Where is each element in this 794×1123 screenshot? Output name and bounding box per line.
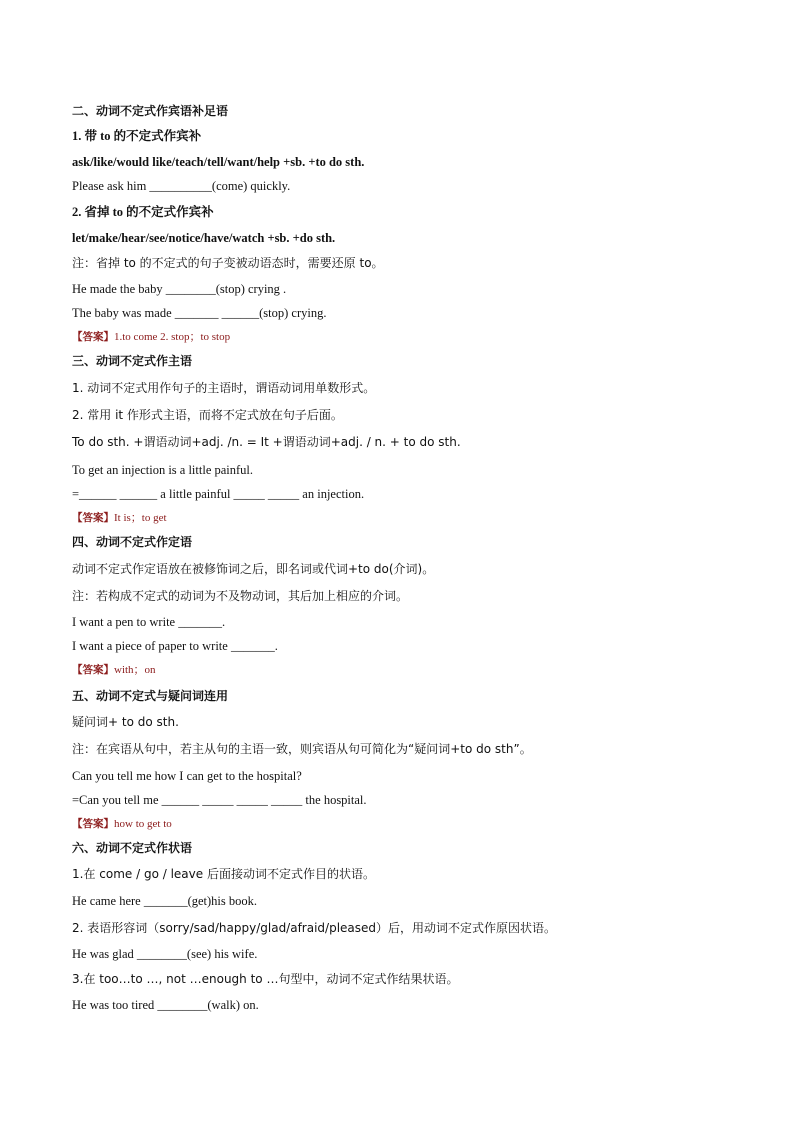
note-line: 动词不定式作定语放在被修饰词之后，即名词或代词+to do(介词)。: [72, 562, 435, 576]
answer-tag: 【答案】: [72, 818, 114, 830]
example-line: =______ ______ a little painful _____ _____ an injection.: [72, 487, 365, 501]
example-line: I want a piece of paper to write _______.: [72, 639, 278, 653]
answer-tag: 【答案】: [72, 664, 114, 676]
note-line: 注：省掉 to 的不定式的句子变被动语态时，需要还原 to。: [72, 256, 384, 270]
note-line: 2. 表语形容词（sorry/sad/happy/glad/afraid/pleased）后，用动词不定式作原因状语。: [72, 921, 557, 935]
example-line: He was glad ________(see) his wife.: [72, 947, 258, 961]
answer-line: [72, 662, 754, 678]
example-line: The baby was made _______ ______(stop) crying.: [72, 306, 327, 320]
section-heading: 三、动词不定式作主语: [72, 354, 193, 368]
example-line: He came here _______(get)his book.: [72, 894, 258, 908]
section-heading: 五、动词不定式与疑问词连用: [72, 689, 229, 703]
rule-line: let/make/hear/see/notice/have/watch +sb. +do sth.: [72, 231, 336, 245]
section-heading: 二、动词不定式作宾语补足语: [72, 104, 229, 118]
rule-line: 1. 带 to 的不定式作宾补: [72, 129, 202, 143]
example-line: Can you tell me how I can get to the hospital?: [72, 769, 302, 783]
answer-line: [72, 510, 754, 526]
section-heading: 六、动词不定式作状语: [72, 841, 193, 855]
answer-tag: 【答案】: [72, 512, 114, 524]
note-line: 注：若构成不定式的动词为不及物动词，其后加上相应的介词。: [72, 589, 409, 603]
answer-text: how to get to: [114, 818, 172, 830]
answer-line: [72, 329, 754, 345]
answer-text: with；on: [114, 664, 156, 676]
example-line: To get an injection is a little painful.: [72, 463, 254, 477]
section-heading: 四、动词不定式作定语: [72, 535, 193, 549]
rule-line: ask/like/would like/teach/tell/want/help +sb. +to do sth.: [72, 155, 365, 169]
note-line: 3.在 too…to …, not …enough to …句型中，动词不定式作结果状语。: [72, 972, 459, 986]
note-line: 1.在 come / go / leave 后面接动词不定式作目的状语。: [72, 867, 375, 881]
example-line: Please ask him __________(come) quickly.: [72, 179, 291, 193]
rule-line: 2. 省掉 to 的不定式作宾补: [72, 205, 214, 219]
answer-text: 1.to come 2. stop；to stop: [114, 331, 231, 343]
answer-line: [72, 816, 754, 832]
answer-tag: 【答案】: [72, 331, 114, 343]
note-line: 2. 常用 it 作形式主语，而将不定式放在句子后面。: [72, 408, 343, 422]
note-line: 注：在宾语从句中，若主从句的主语一致，则宾语从句可简化为“疑问词+to do sth”。: [72, 742, 532, 756]
example-line: He made the baby ________(stop) crying .: [72, 282, 287, 296]
example-line: I want a pen to write _______.: [72, 615, 226, 629]
note-line: 1. 动词不定式用作句子的主语时，谓语动词用单数形式。: [72, 381, 376, 395]
note-line: 疑问词+ to do sth.: [72, 715, 179, 729]
example-line: He was too tired ________(walk) on.: [72, 998, 259, 1012]
example-line: =Can you tell me ______ _____ _____ _____ the hospital.: [72, 793, 367, 807]
note-line: To do sth. +谓语动词+adj. /n. = It +谓语动词+adj. / n. + to do sth.: [72, 435, 461, 449]
answer-text: It is；to get: [114, 512, 167, 524]
